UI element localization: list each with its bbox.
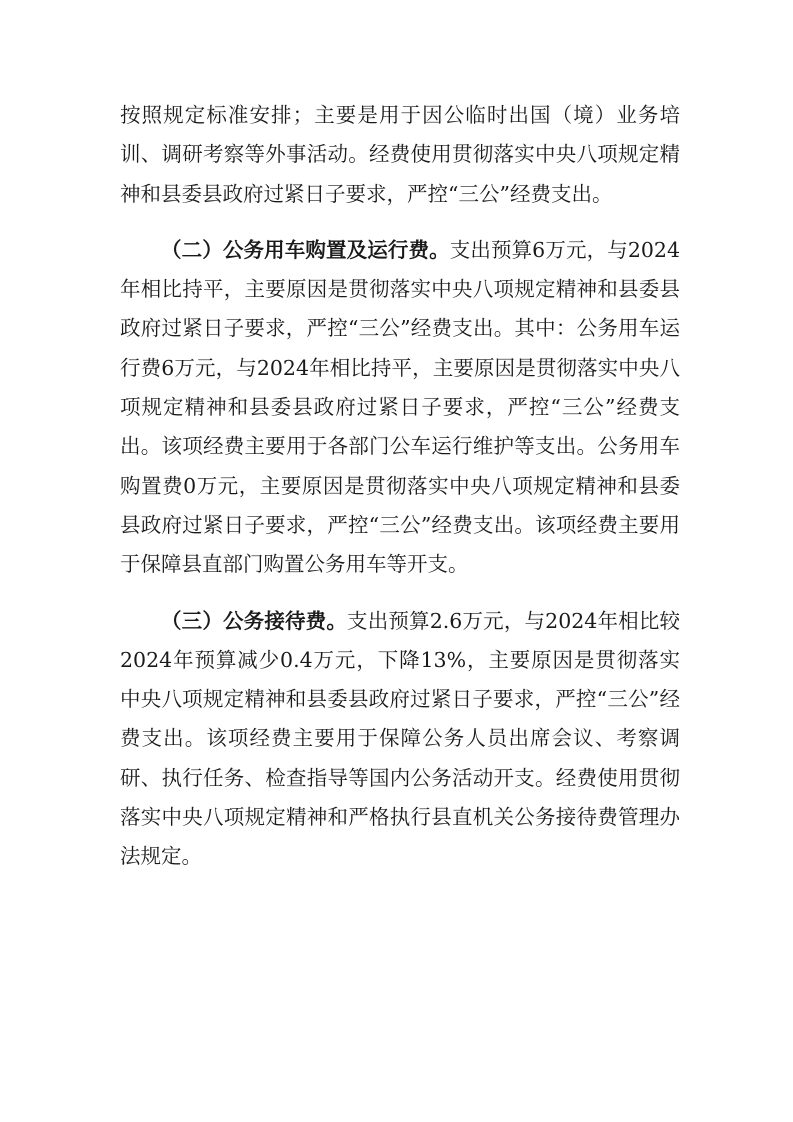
paragraph-official-vehicles [120, 231, 680, 585]
paragraph-official-reception [120, 602, 680, 877]
paragraph-foreign-travel-continued [120, 96, 680, 214]
section-heading-reception: （三）公务接待费。 [161, 608, 348, 633]
paragraph-text: 按照规定标准安排；主要是用于因公临时出国（境）业务培训、调研考察等外事活动。经费使用贯彻落实中央八项规定精神和县委县政府过紧日子要求，严控“三公”经费支出。 [120, 103, 680, 206]
section-heading-vehicles: （二）公务用车购置及运行费。 [161, 237, 450, 262]
paragraph-text: 支出预算2.6万元，与2024年相比较2024年预算减少0.4万元，下降13%，主要原因是贯彻落实中央八项规定精神和县委县政府过紧日子要求，严控“三公”经费支出。该项经费主要用于保障公务人员出席会议、考察调研、执行任务、检查指导等国内公务活动开支。经费使用贯彻落实中央八项规定精神和严格执行县直机关公务接待费管理办法规定。 [120, 608, 681, 869]
paragraph-text: 支出预算6万元，与2024年相比持平，主要原因是贯彻落实中央八项规定精神和县委县政府过紧日子要求，严控“三公”经费支出。其中：公务用车运行费6万元，与2024年相比持平，主要原因是贯彻落实中央八项规定精神和县委县政府过紧日子要求，严控“三公”经费支出。该项经费主要用于各部门公车运行维护等支出。公务用车购置费0万元，主要原因是贯彻落实中央八项规定精神和县委县政府过紧日子要求，严控“三公”经费支出。该项经费主要用于保障县直部门购置公务用车等开支。 [120, 237, 681, 577]
document-body [120, 96, 680, 877]
